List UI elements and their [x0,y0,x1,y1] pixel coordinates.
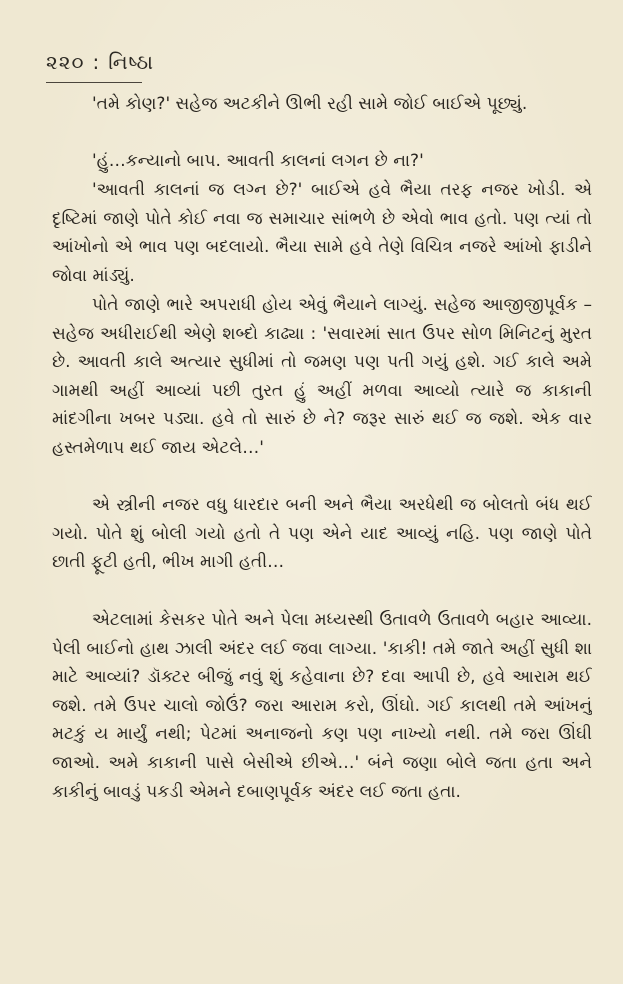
page-number: ૨૨૦ [46,50,85,74]
paragraph: 'તમે કોણ?' સહેજ અટકીને ઊભી રહી સામે જોઈ બાઈએ પૂછ્યું. [92,94,528,114]
paragraph: એટલામાં કેસકર પોતે અને પેલા મધ્યસ્થી ઉતાવળે ઉતાવળે બહાર આવ્યા. પેલી બાઈનો હાથ ઝાલી અંદર લઈ જવા લાગ્યા. 'કાકી! તમે જાતે અહીં સુધી શા માટે આવ્યાં? ડૉક્ટર બીજું નવું શું કહેવાના છે? દવા આપી છે, હવે આરામ થઈ જશે. તમે ઉપર ચાલો જોઉં? જરા આરામ કરો, ઊંઘો. ગઈ કાલથી તમે આંખનું મટકું ય માર્યું નથી; પેટમાં અનાજનો કણ પણ નાખ્યો નથી. તમે જરા ઊંઘી જાઓ. અમે કાકાની પાસે બેસીએ છીએ…' બંને જણા બોલે જતા હતા અને કાકીનું બાવડું પકડી એમને દબાણપૂર્વક અંદર લઈ જતા હતા. [52,610,592,802]
paragraph: એ સ્ત્રીની નજર વધુ ધારદાર બની અને ભૈયા અરધેથી જ બોલતો બંધ થઈ ગયો. પોતે શું બોલી ગયો હતો તે પણ એને યાદ આવ્યું નહિ. પણ જાણે પોતે છાતી ફૂટી હતી, ભીખ માગી હતી… [52,495,592,573]
paragraph: પોતે જાણે ભારે અપરાધી હોય એવું ભૈયાને લાગ્યું. સહેજ આજીજીપૂર્વક – સહેજ અધીરાઈથી એણે શબ્દો કાઢ્યા : 'સવારમાં સાત ઉપર સોળ મિનિટનું મુરત છે. આવતી કાલે અત્યાર સુધીમાં તો જમણ પણ પતી ગયું હશે. ગઈ કાલે અમે ગામથી અહીં આવ્યાં પછી તુરત હું અહીં મળવા આવ્યો ત્યારે જ કાકાની માંદગીના ખબર પડ્યા. હવે તો સારું છે ને? જરૂર સારું થઈ જ જશે. એક વાર હસ્તમેળાપ થઈ જાય એટલે…' [52,295,592,458]
book-title: નિષ્ઠા [108,50,155,74]
paragraph: 'આવતી કાલનાં જ લગ્ન છે?' બાઈએ હવે ભૈયા તરફ નજર ખોડી. એ દૃષ્ટિમાં જાણે પોતે કોઈ નવા જ સમાચાર સાંભળે છે એવો ભાવ હતો. પણ ત્યાં તો આંખોનો એ ભાવ પણ બદલાયો. ભૈયા સામે હવે તેણે વિચિત્ર નજરે આંખો ફાડીને જોવા માંડ્યું. [52,180,592,286]
body-text [52,90,592,864]
page-header [46,50,154,74]
paragraph: 'હું…કન્યાનો બાપ. આવતી કાલનાં લગન છે ના?' [92,151,424,171]
header-separator: : [92,50,101,74]
header-underline [46,82,142,83]
